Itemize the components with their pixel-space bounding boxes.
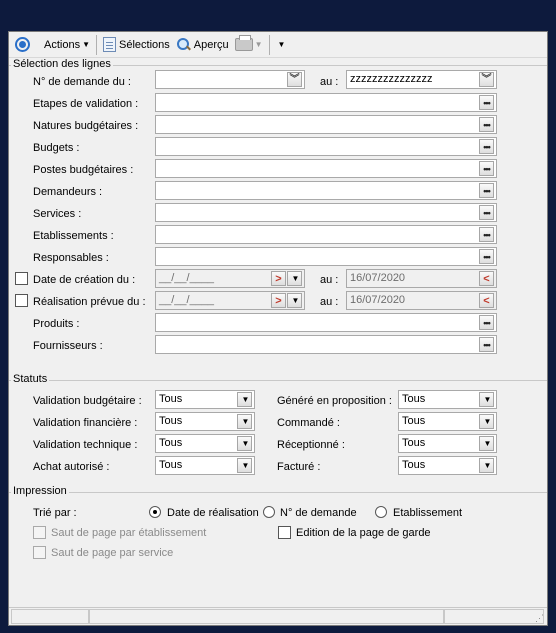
receptionne-label: Réceptionné : [277, 439, 345, 451]
printer-icon [235, 38, 253, 51]
receptionne-select[interactable]: Tous [398, 434, 497, 453]
realisation-au-label: au : [320, 296, 339, 308]
status-bar [9, 607, 547, 625]
trie-par-label: Trié par : [33, 507, 77, 519]
ellipsis-icon: ••• [483, 317, 490, 328]
print-options-dropdown[interactable] [273, 34, 289, 56]
realisation-from-dropdown[interactable] [287, 293, 302, 308]
apercu-label: Aperçu [193, 38, 229, 51]
print-button[interactable] [232, 34, 266, 56]
selections-button[interactable] [100, 34, 173, 56]
achat-autorise-dropdown[interactable] [237, 458, 252, 473]
validation-financiere-select[interactable]: Tous [155, 412, 255, 431]
num-demande-to-dropdown[interactable] [479, 72, 494, 87]
chevron-down-icon: ▼ [82, 40, 90, 49]
ellipsis-icon: ••• [483, 163, 490, 174]
postes-field[interactable] [155, 159, 497, 178]
sort-num-radio[interactable] [263, 506, 275, 518]
selections-label: Sélections [119, 38, 170, 51]
demandeurs-label: Demandeurs : [33, 186, 103, 198]
etapes-lookup-button[interactable] [479, 95, 494, 110]
fournisseurs-lookup-button[interactable] [479, 337, 494, 352]
genere-select[interactable]: Tous [398, 390, 497, 409]
etablissements-field[interactable] [155, 225, 497, 244]
saut-service-label: Saut de page par service [51, 547, 174, 559]
double-chevron-down-icon: ︾ [481, 73, 492, 85]
etablissements-label: Etablissements : [33, 230, 114, 242]
validation-financiere-dropdown[interactable] [237, 414, 252, 429]
date-creation-from-dropdown[interactable] [287, 271, 302, 286]
arrow-right-icon: > [275, 294, 282, 307]
chevron-down-icon: ▼ [241, 395, 250, 404]
commande-dropdown[interactable] [479, 414, 494, 429]
saut-service-checkbox[interactable] [33, 546, 46, 559]
genere-label: Généré en proposition : [277, 395, 392, 407]
chevron-down-icon: ▼ [241, 417, 250, 426]
selection-group-title: Sélection des lignes [13, 58, 111, 70]
date-creation-to-field[interactable]: 16/07/2020 [346, 269, 497, 288]
realisation-to-arrow-button[interactable] [479, 293, 494, 308]
date-creation-au-label: au : [320, 274, 339, 286]
toolbar-separator [269, 35, 270, 55]
budgets-label: Budgets : [33, 142, 80, 154]
document-icon [103, 37, 116, 52]
sort-date-radio[interactable] [149, 506, 161, 518]
services-lookup-button[interactable] [479, 205, 494, 220]
status-cell [444, 609, 544, 624]
demandeurs-field[interactable] [155, 181, 497, 200]
chevron-down-icon: ▼ [483, 417, 492, 426]
saut-etab-label: Saut de page par établissement [51, 527, 207, 539]
num-demande-from-dropdown[interactable] [287, 72, 302, 87]
arrow-right-icon: > [275, 272, 282, 285]
date-creation-label: Date de création du : [33, 274, 136, 286]
chevron-down-icon: ▼ [254, 40, 263, 49]
date-creation-to-arrow-button[interactable] [479, 271, 494, 286]
status-cell [89, 609, 444, 624]
ellipsis-icon: ••• [483, 229, 490, 240]
ellipsis-icon: ••• [483, 97, 490, 108]
achat-autorise-select[interactable]: Tous [155, 456, 255, 475]
validation-financiere-label: Validation financière : [33, 417, 138, 429]
realisation-to-field[interactable]: 16/07/2020 [346, 291, 497, 310]
produits-label: Produits : [33, 318, 80, 330]
ellipsis-icon: ••• [483, 185, 490, 196]
num-demande-from-field[interactable] [155, 70, 305, 89]
double-chevron-down-icon: ︾ [289, 73, 300, 85]
budgets-field[interactable] [155, 137, 497, 156]
edition-garde-label: Edition de la page de garde [296, 527, 431, 539]
services-label: Services : [33, 208, 82, 220]
chevron-down-icon: ▼ [483, 439, 492, 448]
facture-label: Facturé : [277, 461, 321, 473]
facture-select[interactable]: Tous [398, 456, 497, 475]
ellipsis-icon: ••• [483, 141, 490, 152]
resize-grip-icon[interactable]: ⋰ [535, 613, 544, 623]
ellipsis-icon: ••• [483, 207, 490, 218]
chevron-down-icon: ▼ [291, 274, 300, 283]
status-cell [11, 609, 89, 624]
produits-field[interactable] [155, 313, 497, 332]
etapes-label: Etapes de validation : [33, 98, 139, 110]
produits-lookup-button[interactable] [479, 315, 494, 330]
commande-select[interactable]: Tous [398, 412, 497, 431]
postes-lookup-button[interactable] [479, 161, 494, 176]
validation-budgetaire-dropdown[interactable] [237, 392, 252, 407]
actions-label: Actions [44, 38, 81, 51]
validation-technique-select[interactable]: Tous [155, 434, 255, 453]
natures-field[interactable] [155, 115, 497, 134]
ellipsis-icon: ••• [483, 119, 490, 130]
statuts-group-title: Statuts [13, 373, 48, 385]
realisation-from-arrow-button[interactable] [271, 293, 286, 308]
validation-technique-dropdown[interactable] [237, 436, 252, 451]
target-radio-icon[interactable] [12, 34, 33, 56]
realisation-from-field[interactable]: __/__/____ [155, 291, 305, 310]
etablissements-lookup-button[interactable] [479, 227, 494, 242]
etapes-field[interactable] [155, 93, 497, 112]
sort-date-label: Date de réalisation [167, 507, 259, 519]
validation-budgetaire-select[interactable]: Tous [155, 390, 255, 409]
num-demande-to-field[interactable]: zzzzzzzzzzzzzzz [346, 70, 497, 89]
services-field[interactable] [155, 203, 497, 222]
realisation-label: Réalisation prévue du : [33, 296, 146, 308]
sort-etab-label: Etablissement [393, 507, 463, 519]
validation-budgetaire-label: Validation budgétaire : [33, 395, 142, 407]
demandeurs-lookup-button[interactable] [479, 183, 494, 198]
chevron-down-icon: ▼ [483, 395, 492, 404]
impression-group-title: Impression [13, 485, 67, 497]
budgets-lookup-button[interactable] [479, 139, 494, 154]
validation-technique-label: Validation technique : [33, 439, 138, 451]
realisation-checkbox[interactable] [15, 294, 28, 307]
responsables-field[interactable] [155, 247, 497, 266]
fournisseurs-field[interactable] [155, 335, 497, 354]
responsables-lookup-button[interactable] [479, 249, 494, 264]
chevron-down-icon: ▼ [241, 439, 250, 448]
postes-label: Postes budgétaires : [33, 164, 134, 176]
natures-lookup-button[interactable] [479, 117, 494, 132]
fournisseurs-label: Fournisseurs : [33, 340, 103, 352]
toolbar-separator [96, 35, 97, 55]
genere-dropdown[interactable] [479, 392, 494, 407]
achat-autorise-label: Achat autorisé : [33, 461, 110, 473]
edition-garde-checkbox[interactable] [278, 526, 291, 539]
num-demande-au-label: au : [320, 76, 339, 88]
date-creation-checkbox[interactable] [15, 272, 28, 285]
arrow-left-icon: < [483, 272, 490, 285]
ellipsis-icon: ••• [483, 339, 490, 350]
toolbar [9, 32, 547, 58]
commande-label: Commandé : [277, 417, 340, 429]
report-window [8, 31, 548, 626]
arrow-left-icon: < [483, 294, 490, 307]
num-demande-label: N° de demande du : [33, 76, 131, 88]
ellipsis-icon: ••• [483, 251, 490, 262]
chevron-down-icon: ▼ [277, 40, 286, 49]
sort-etab-radio[interactable] [375, 506, 387, 518]
sort-num-label: N° de demande [280, 507, 357, 519]
responsables-label: Responsables : [33, 252, 109, 264]
magnifier-icon [176, 37, 191, 52]
natures-label: Natures budgétaires : [33, 120, 139, 132]
saut-etab-checkbox[interactable] [33, 526, 46, 539]
date-creation-from-arrow-button[interactable] [271, 271, 286, 286]
facture-dropdown[interactable] [479, 458, 494, 473]
chevron-down-icon: ▼ [291, 296, 300, 305]
actions-menu-button[interactable] [41, 34, 93, 56]
apercu-button[interactable] [173, 34, 232, 56]
date-creation-from-field[interactable]: __/__/____ [155, 269, 305, 288]
chevron-down-icon: ▼ [241, 461, 250, 470]
receptionne-dropdown[interactable] [479, 436, 494, 451]
chevron-down-icon: ▼ [483, 461, 492, 470]
